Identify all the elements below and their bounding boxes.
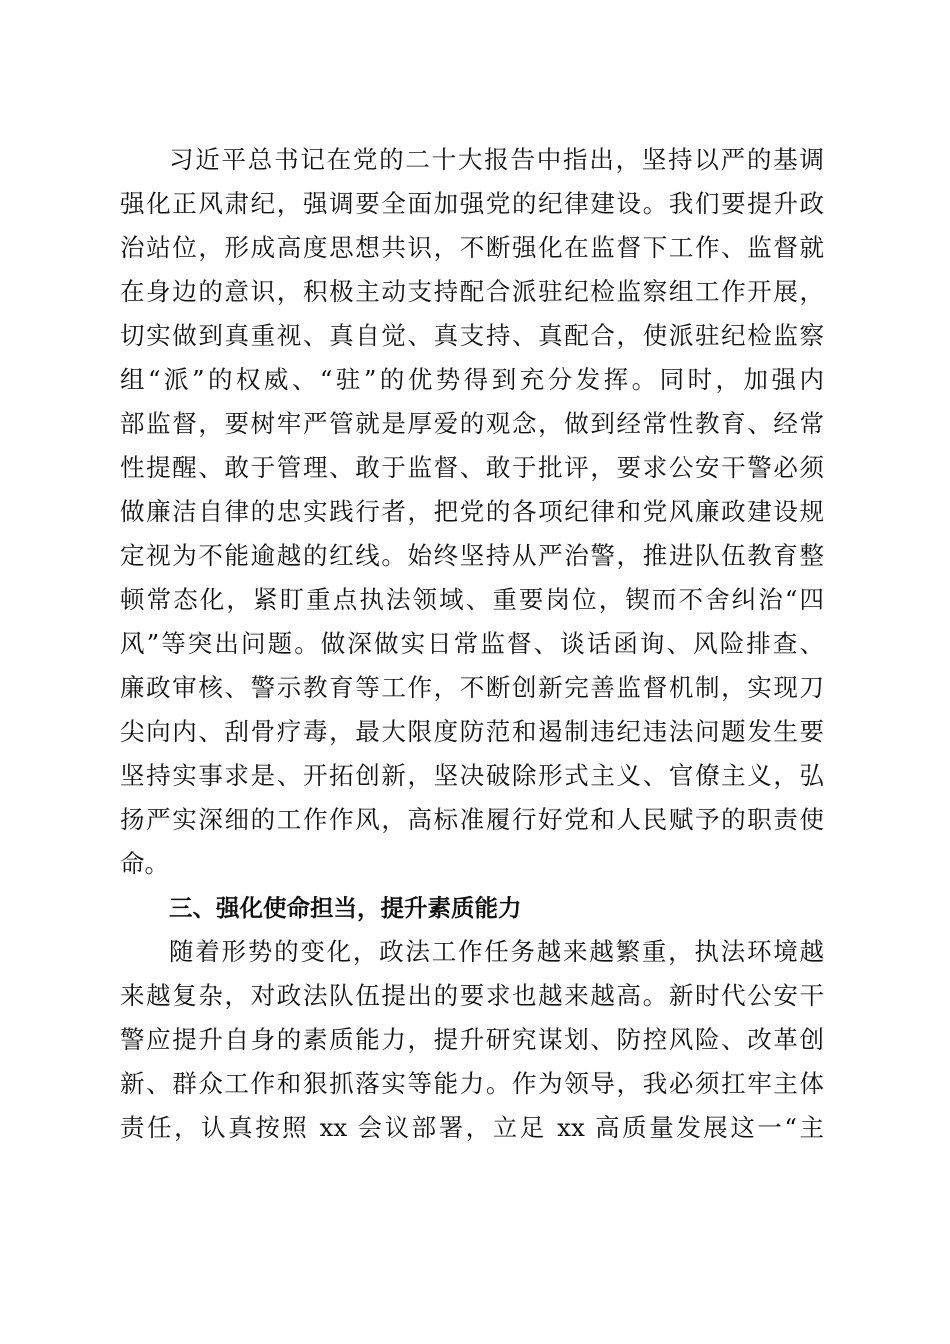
paragraph-1-line-7: 部监督，要树牢严管就是厚爱的观念，做到经常性教育、经常 bbox=[120, 409, 824, 438]
paragraph-1-line-13: 廉政审核、警示教育等工作，不断创新完善监督机制，实现刀 bbox=[120, 673, 824, 702]
paragraph-1-line-10: 定视为不能逾越的红线。始终坚持从严治警，推进队伍教育整 bbox=[120, 541, 824, 570]
section-heading: 三、强化使命担当，提升素质能力 bbox=[169, 894, 522, 922]
paragraph-1-line-2: 强化正风肃纪，强调要全面加强党的纪律建设。我们要提升政 bbox=[120, 189, 824, 218]
paragraph-1-line-5: 切实做到真重视、真自觉、真支持、真配合，使派驻纪检监察 bbox=[120, 321, 824, 350]
paragraph-2-line-2: 来越复杂，对政法队伍提出的要求也越来越高。新时代公安干 bbox=[120, 981, 824, 1010]
paragraph-1-line-15: 坚持实事求是、开拓创新，坚决破除形式主义、官僚主义，弘 bbox=[120, 761, 824, 790]
paragraph-1-line-8: 性提醒、敢于管理、敢于监督、敢于批评，要求公安干警必须 bbox=[120, 453, 824, 482]
paragraph-1-line-16: 扬严实深细的工作作风，高标准履行好党和人民赋予的职责使 bbox=[120, 805, 824, 834]
paragraph-2-line-3: 警应提升自身的素质能力，提升研究谋划、防控风险、改革创 bbox=[120, 1025, 824, 1054]
paragraph-1-line-6: 组“派”的权威、“驻”的优势得到充分发挥。同时，加强内 bbox=[120, 365, 824, 394]
paragraph-1-line-17: 命。 bbox=[120, 849, 169, 878]
paragraph-1-line-1: 习近平总书记在党的二十大报告中指出，坚持以严的基调 bbox=[169, 145, 824, 174]
paragraph-1-line-9: 做廉洁自律的忠实践行者，把党的各项纪律和党风廉政建设规 bbox=[120, 497, 824, 526]
paragraph-1-line-4: 在身边的意识，积极主动支持配合派驻纪检监察组工作开展， bbox=[120, 277, 824, 306]
paragraph-2-line-1: 随着形势的变化，政法工作任务越来越繁重，执法环境越 bbox=[169, 937, 824, 966]
paragraph-1-line-3: 治站位，形成高度思想共识，不断强化在监督下工作、监督就 bbox=[120, 233, 824, 262]
paragraph-1-line-11: 顿常态化，紧盯重点执法领域、重要岗位，锲而不舍纠治“四 bbox=[120, 585, 824, 614]
paragraph-1-line-12: 风”等突出问题。做深做实日常监督、谈话函询、风险排查、 bbox=[120, 629, 824, 658]
paragraph-2-line-4: 新、群众工作和狠抓落实等能力。作为领导，我必须扛牢主体 bbox=[120, 1069, 824, 1098]
paragraph-1-line-14: 尖向内、刮骨疗毒，最大限度防范和遏制违纪违法问题发生要 bbox=[120, 717, 824, 746]
paragraph-2-line-5: 责任，认真按照 xx 会议部署，立足 xx 高质量发展这一“主 bbox=[120, 1113, 824, 1142]
